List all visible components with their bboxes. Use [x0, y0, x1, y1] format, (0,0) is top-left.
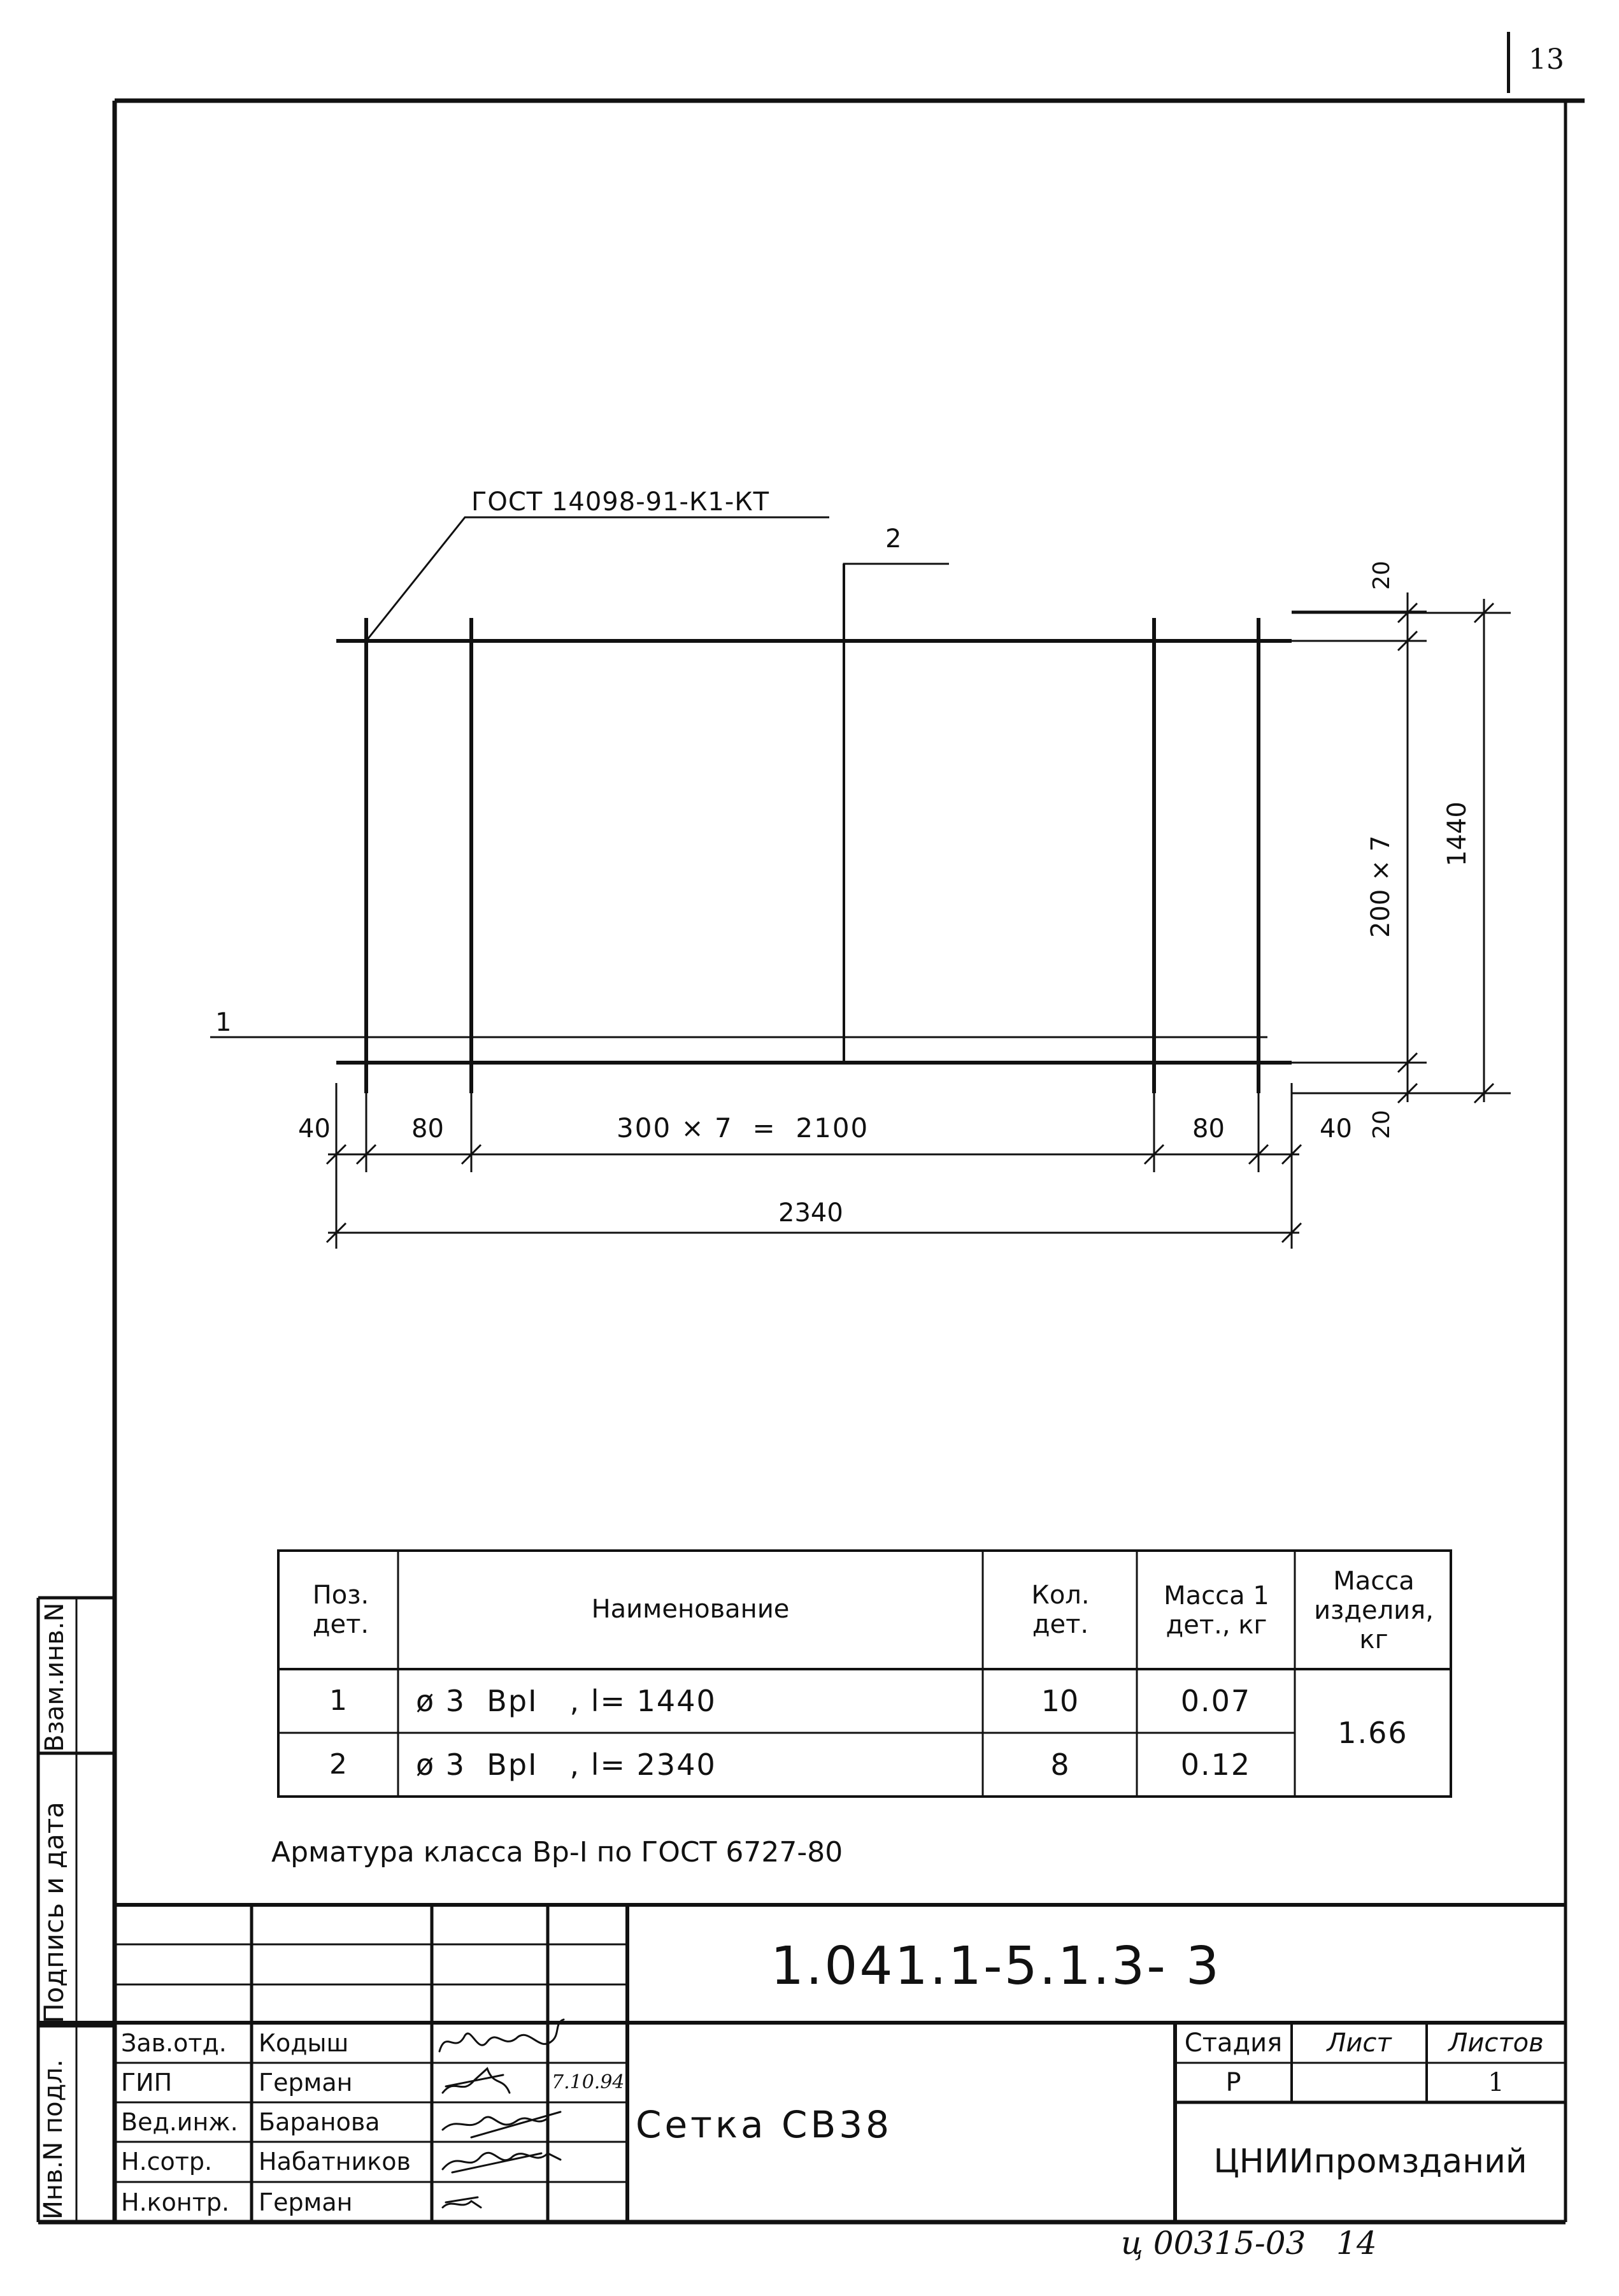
stamp-vzam-inv: Взам.инв.N: [40, 1602, 69, 1752]
page-number: 13: [1529, 43, 1564, 76]
signature-3: [443, 2112, 560, 2137]
drawing-title: Сетка СВ38: [636, 2103, 893, 2146]
dim-bottom-20: 20: [1369, 1110, 1395, 1139]
role-n-kontr: Н.контр.: [121, 2188, 230, 2216]
archive-number: ц 00315-03 14: [1121, 2225, 1377, 2262]
pos1-callout: 1: [215, 1008, 232, 1037]
dim-pitch-horizontal: 300 × 7 = 2100: [617, 1112, 869, 1144]
name-ved-inzh: Баранова: [259, 2108, 380, 2136]
stage-header: Стадия: [1184, 2028, 1283, 2058]
header-pos: Поз. дет.: [312, 1581, 369, 1639]
row2-qty: 8: [1050, 1747, 1069, 1782]
row1-qty: 10: [1041, 1683, 1079, 1718]
signature-4: [443, 2153, 560, 2172]
sheet-value: [1292, 2063, 1427, 2102]
header-mass-total: Масса изделия, кг: [1314, 1567, 1434, 1654]
row1-mass: 0.07: [1180, 1683, 1252, 1718]
row2-name: ø 3 ВрI , l= 2340: [416, 1747, 717, 1782]
stamp-inv-podl: Инв.N подл.: [39, 2059, 68, 2220]
role-gip: ГИП: [121, 2069, 173, 2097]
header-mass-one: Масса 1 дет., кг: [1164, 1581, 1269, 1640]
dim-total-vertical: 1440: [1443, 801, 1472, 866]
signature-5: [443, 2197, 481, 2207]
total-mass: 1.66: [1337, 1715, 1408, 1750]
name-zav-otd: Кодыш: [259, 2029, 349, 2057]
header-qty: Кол. дет.: [1031, 1581, 1090, 1639]
signature-2: [443, 2069, 510, 2093]
role-n-sotr: Н.сотр.: [121, 2148, 213, 2176]
sheets-header: Листов: [1448, 2028, 1544, 2058]
gost-callout: ГОСТ 14098-91-К1-КТ: [471, 487, 770, 517]
header-name: Наименование: [591, 1595, 790, 1624]
row1-name: ø 3 ВрI , l= 1440: [416, 1683, 717, 1718]
signature-1: [439, 2020, 564, 2051]
pos2-callout: 2: [885, 524, 902, 554]
stamp-podpis-data: Подпись и дата: [38, 1802, 69, 2023]
sheets-value: 1: [1488, 2068, 1504, 2097]
sign-date: 7.10.94: [552, 2071, 625, 2093]
signatures: [433, 2016, 624, 2220]
row1-pos: 1: [329, 1684, 347, 1717]
drawing-designation: 1.041.1-5.1.3- 3: [771, 1936, 1222, 1997]
name-gip: Герман: [259, 2069, 353, 2097]
stage-value: Р: [1225, 2068, 1241, 2097]
dim-left-80: 80: [411, 1114, 444, 1144]
reinforcement-note: Арматура класса Вр-I по ГОСТ 6727-80: [271, 1836, 843, 1869]
organization: ЦНИИпромзданий: [1213, 2142, 1527, 2181]
row2-mass: 0.12: [1180, 1747, 1252, 1782]
dim-right-40: 40: [1320, 1114, 1352, 1144]
role-ved-inzh: Вед.инж.: [121, 2108, 238, 2136]
dim-pitch-vertical: 200 × 7: [1366, 835, 1395, 938]
name-n-sotr: Набатников: [259, 2148, 411, 2176]
dim-right-80: 80: [1192, 1114, 1225, 1144]
sheet-header: Лист: [1327, 2028, 1392, 2058]
dim-top-20: 20: [1369, 561, 1395, 590]
name-n-kontr: Герман: [259, 2188, 353, 2216]
dim-total-horizontal: 2340: [778, 1198, 843, 1228]
row2-pos: 2: [329, 1747, 347, 1781]
role-zav-otd: Зав.отд.: [121, 2029, 227, 2057]
dim-left-40: 40: [298, 1114, 331, 1144]
